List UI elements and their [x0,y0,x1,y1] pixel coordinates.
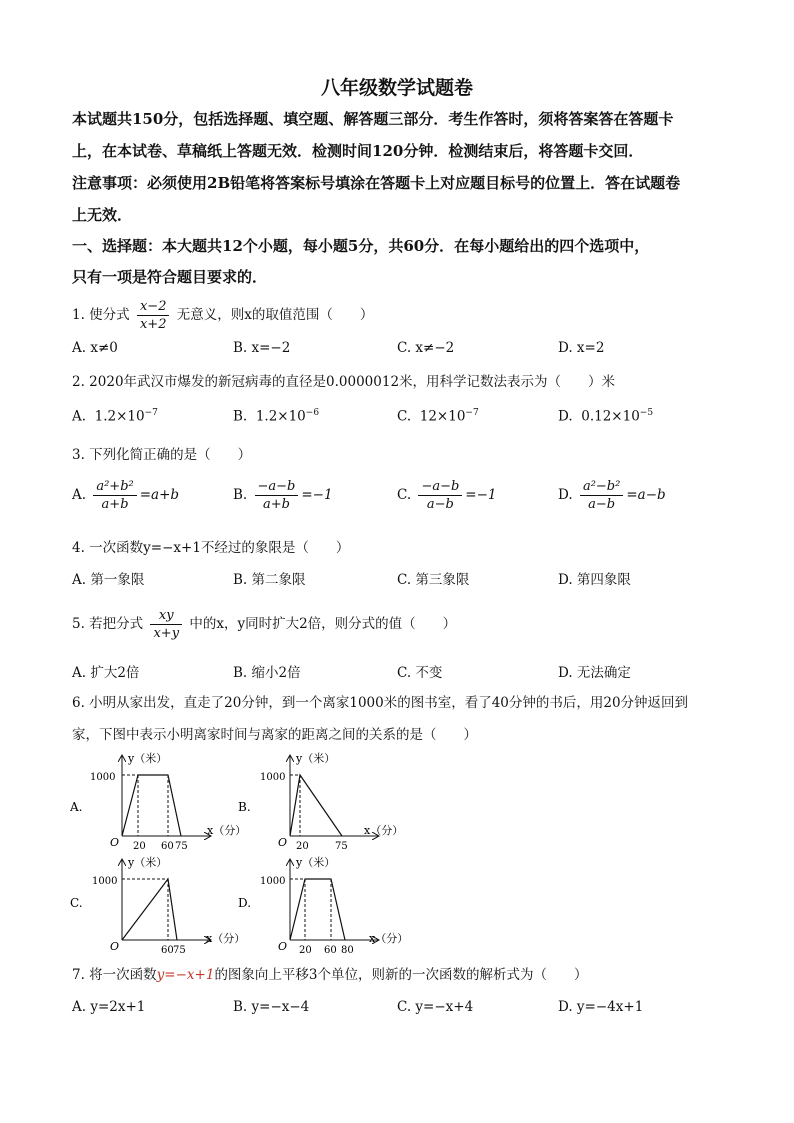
question-1-option-d: D. x=2 [558,340,605,356]
graph-c-label: C. [70,896,83,910]
question-2-option-b [233,408,319,425]
question-7 [72,963,588,983]
y-tick-1000: 1000 [92,876,118,887]
option-rhs: =a+b [139,487,180,503]
option-rhs: =−1 [465,487,497,503]
option-exponent: −7 [465,408,479,418]
x-axis-label: x（分） [364,824,404,837]
y-axis-label: y（米） [296,752,336,765]
question-4-option-c: C. 第三象限 [397,572,470,588]
question-1-prefix: 1. 使分式 [72,307,130,323]
option-exponent: −7 [144,408,158,418]
x-tick: 20 [296,841,309,852]
question-1-option-a: A. x≠0 [72,340,118,356]
x-tick: 60 [161,841,174,852]
option-numerator: −a−b [255,478,299,496]
graph-a [70,748,250,858]
question-7-option-b: B. y=−x−4 [233,999,310,1015]
origin-label: O [278,836,288,849]
question-1 [72,298,373,333]
question-3-option-d [558,478,666,513]
x-tick: 20 [299,945,312,956]
question-3-option-a [72,478,179,513]
option-label: C. [397,408,412,425]
question-5-option-b: B. 缩小2倍 [233,665,301,681]
x-tick: 75 [173,945,186,956]
question-5-option-a: A. 扩大2倍 [72,665,140,681]
y-tick-1000: 1000 [90,772,116,783]
x-axis-label: x（分） [207,824,247,837]
option-label: D. [558,408,573,425]
x-tick: 60 [161,945,174,956]
question-1-option-b: B. x=−2 [233,340,291,356]
option-label: B. [233,408,248,425]
option-base: 0.12×10 [581,408,640,425]
x-tick: 75 [335,841,348,852]
y-axis-label: y（米） [128,856,168,869]
question-5 [72,607,456,642]
question-7-option-d: D. y=−4x+1 [558,999,644,1015]
origin-label: O [110,940,120,953]
question-7-function: y=−x+1 [156,967,215,983]
option-rhs: =−1 [301,487,333,503]
option-base: 12×10 [419,408,466,425]
question-4-option-a: A. 第一象限 [72,572,145,588]
graph-path [290,879,345,940]
x-axis-label: x（分） [369,932,409,945]
option-label: A. [72,408,87,425]
graph-path [122,775,181,836]
question-7-option-a: A. y=2x+1 [72,999,146,1015]
option-denominator: a−b [426,497,454,512]
option-fraction [418,478,462,513]
x-tick: 80 [341,945,354,956]
question-7-prefix: 7. 将一次函数 [72,967,157,983]
graph-d [238,852,418,962]
graph-path [122,879,177,940]
option-base: 1.2×10 [255,408,306,425]
intro-line-3: 注意事项：必须使用2B铅笔将答案标号填涂在答题卡上对应题目标号的位置上．答在试题卷 [72,174,681,192]
option-label: D. [558,487,573,503]
question-5-prefix: 5. 若把分式 [72,616,144,632]
question-1-numerator: x−2 [137,298,170,316]
question-7-option-c: C. y=−x+4 [397,999,474,1015]
option-label: C. [397,487,412,503]
question-5-option-c: C. 不变 [397,665,443,681]
origin-label: O [278,940,288,953]
option-exponent: −5 [639,408,654,418]
option-fraction [255,478,299,513]
section-header-line-1: 一、选择题：本大题共12个小题，每小题5分，共60分．在每小题给出的四个选项中， [72,237,650,255]
y-axis-label: y（米） [296,856,336,869]
question-1-option-c: C. x≠−2 [397,340,455,356]
option-rhs: =a−b [626,487,666,503]
question-6-line-2: 家，下图中表示小明离家时间与离家的距离之间的关系的是（ ） [72,727,477,743]
origin-label: O [110,836,120,849]
graph-path [290,775,342,836]
option-fraction [580,478,623,513]
question-5-denominator: x+y [153,626,180,641]
option-denominator: a+b [101,497,129,512]
option-denominator: a+b [262,497,290,512]
question-7-suffix: 的图象向上平移3个单位，则新的一次函数的解析式为（ ） [214,967,588,983]
graph-b-label: B. [238,800,251,814]
question-4: 4. 一次函数y=−x+1不经过的象限是（ ） [72,540,350,556]
question-4-option-d: D. 第四象限 [558,572,631,588]
intro-line-2: 上，在本试卷、草稿纸上答题无效．检测时间120分钟．检测结束后，将答题卡交回． [72,142,644,160]
x-tick: 75 [175,841,188,852]
option-label: A. [72,487,87,503]
graph-b [238,748,418,858]
option-numerator: a²−b² [580,478,623,496]
graph-d-label: D. [238,896,252,910]
question-1-denominator: x+2 [139,317,167,332]
question-2-option-a [72,408,158,425]
question-2-option-c [397,408,479,425]
y-axis-label: y（米） [128,752,168,765]
question-2: 2. 2020年武汉市爆发的新冠病毒的直径是0.0000012米，用科学记数法表示为（ ）米 [72,374,616,390]
question-3-option-c [397,478,497,513]
question-5-option-d: D. 无法确定 [558,665,631,681]
page-title: 八年级数学试题卷 [320,77,473,99]
section-header-line-2: 只有一项是符合题目要求的． [72,268,268,286]
question-4-option-b: B. 第二象限 [233,572,306,588]
y-tick-1000: 1000 [260,876,286,887]
graph-c [70,852,250,962]
y-tick-1000: 1000 [260,772,286,783]
option-fraction [93,478,136,513]
question-2-option-d [558,408,653,425]
option-base: 1.2×10 [94,408,145,425]
option-numerator: −a−b [418,478,462,496]
option-numerator: a²+b² [93,478,136,496]
question-5-numerator: xy [150,607,182,625]
question-3: 3. 下列化简正确的是（ ） [72,447,252,463]
question-5-fraction [150,607,182,642]
intro-line-4: 上无效． [72,206,133,224]
option-denominator: a−b [588,497,616,512]
x-tick: 20 [133,841,146,852]
question-5-suffix: 中的x，y同时扩大2倍，则分式的值（ ） [189,616,457,632]
option-exponent: −6 [305,408,320,418]
x-tick: 60 [324,945,337,956]
question-3-option-b [233,478,333,513]
option-label: B. [233,487,248,503]
x-axis-label: x（分） [206,932,246,945]
question-1-fraction [137,298,170,333]
question-1-suffix: 无意义，则x的取值范围（ ） [176,307,374,323]
intro-line-1: 本试题共150分，包括选择题、填空题、解答题三部分．考生作答时，须将答案答在答题卡 [72,110,674,128]
graph-a-label: A. [70,800,83,814]
question-6-line-1: 6. 小明从家出发，直走了20分钟，到一个离家1000米的图书室，看了40分钟的书后，用20分钟返回到 [72,695,689,711]
